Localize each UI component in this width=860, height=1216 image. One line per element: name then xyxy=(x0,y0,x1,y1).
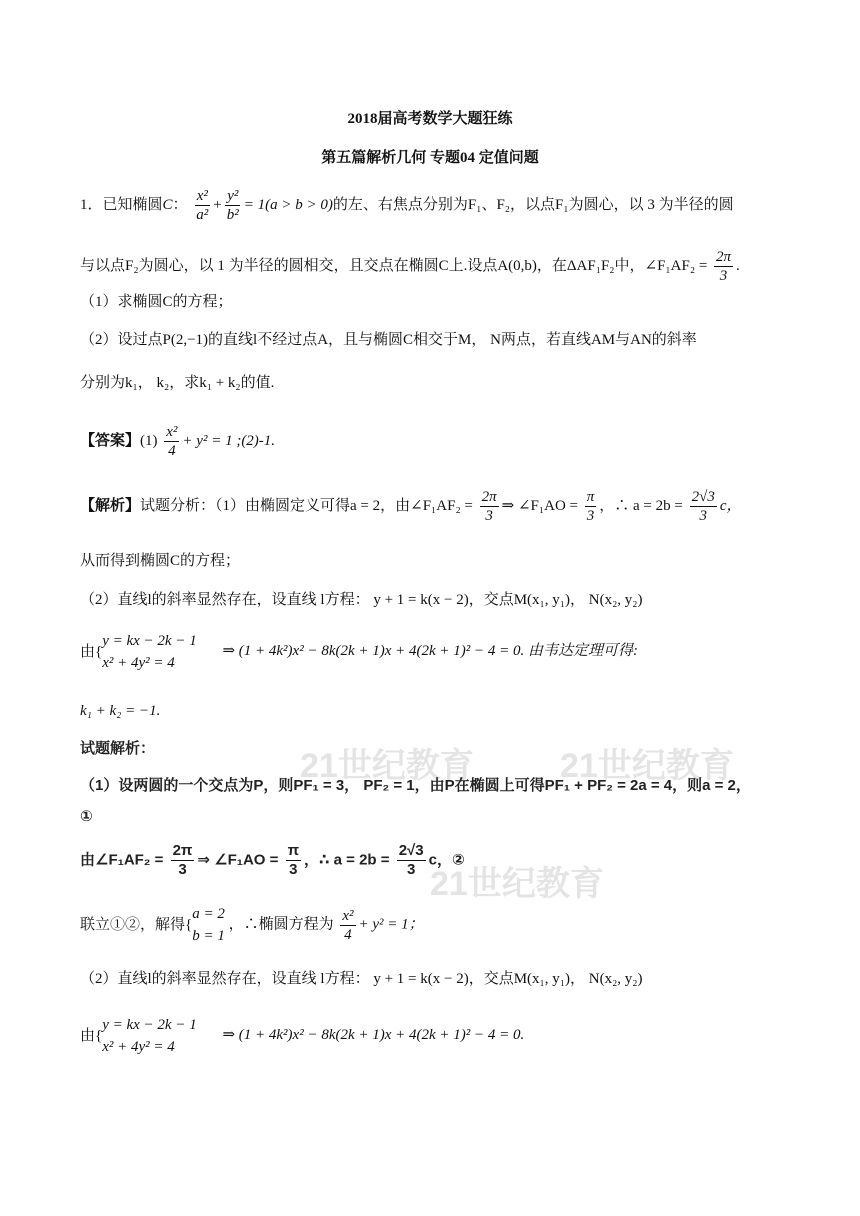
watermark-logo: 21世纪教育 xyxy=(430,865,604,903)
problem-text-1: 的左、右焦点分别为F₁、F₂，以点F₁为圆心，以 3 为半径的圆 xyxy=(332,196,734,213)
system-row-1: y = kx − 2k − 1 xyxy=(102,633,197,649)
solution-text-a: 由∠F₁AF₂ = xyxy=(80,851,164,869)
denominator: 3 xyxy=(178,861,187,878)
document-subtitle: 第五篇解析几何 专题04 定值问题 xyxy=(321,150,539,166)
fraction-pi-3 xyxy=(286,842,301,879)
watermark-logo: 21世纪教育 xyxy=(300,747,474,785)
system-brace: 由{ xyxy=(80,644,103,660)
answer-part-1: (1) xyxy=(140,432,158,449)
solution-text-c: + y² = 1； xyxy=(358,916,424,933)
solution-text-b: ，∴椭圆方程为 xyxy=(228,916,334,933)
numerator: y² xyxy=(227,188,239,204)
numerator: 2√3 xyxy=(691,489,715,505)
numerator: 2π xyxy=(481,489,497,505)
denominator: 3 xyxy=(485,508,493,524)
solution-line-2 xyxy=(80,842,465,879)
equation-system xyxy=(80,1014,197,1058)
fraction-2pi-3 xyxy=(171,842,195,879)
fraction-x2-a2 xyxy=(194,187,210,224)
fraction-y2-b2 xyxy=(225,187,241,224)
answer-label: 【答案】 xyxy=(80,432,141,449)
colon: ： xyxy=(172,196,188,213)
solution-line-1-mark: ① xyxy=(80,808,93,825)
system-rows xyxy=(102,1014,197,1058)
solution-system-line xyxy=(80,1014,524,1058)
problem-line-1 xyxy=(80,187,734,224)
system-result: ⇒ (1 + 4k²)x² − 8k(2k + 1)x + 4(2k + 1)² − 4 = 0. xyxy=(222,1027,525,1044)
denominator: 3 xyxy=(406,861,416,878)
system-row-1: a = 2 xyxy=(192,906,225,922)
analysis-label: 【解析】 xyxy=(80,497,141,514)
numerator: 2√3 xyxy=(398,842,424,859)
equation-system xyxy=(80,630,197,674)
equation-system xyxy=(80,903,225,947)
system-brace: 由{ xyxy=(80,1028,103,1044)
ellipse-name: C xyxy=(162,196,173,213)
analysis-text-d: c， xyxy=(719,497,742,514)
numerator: x² xyxy=(342,907,354,924)
denominator: 3 xyxy=(586,508,595,524)
system-row-1: y = kx − 2k − 1 xyxy=(102,1017,197,1033)
ellipse-condition: = 1(a > b > 0) xyxy=(243,196,333,213)
numerator: 2π xyxy=(172,842,193,859)
fraction-x2-4 xyxy=(340,907,355,944)
problem-prefix: 1．已知椭圆 xyxy=(80,196,163,213)
analysis-line-2: 从而得到椭圆C的方程； xyxy=(80,553,241,569)
answer-fraction xyxy=(164,423,179,460)
analysis-text-a: 试题分析：（1）由椭圆定义可得a = 2，由∠F₁AF₂ = xyxy=(140,497,473,514)
fraction-pi-3 xyxy=(585,488,597,525)
numerator: 2π xyxy=(716,249,732,265)
denominator: 4 xyxy=(344,926,352,943)
solution-line-4: （2）直线l的斜率显然存在，设直线 l方程： y + 1 = k(x − 2)，交点M(x₁, y₁)， N(x₂, y₂) xyxy=(80,971,643,987)
system-row-2: x² + 4y² = 4 xyxy=(102,1039,175,1055)
plus-sign: + xyxy=(213,196,222,213)
system-rows xyxy=(192,903,225,947)
fraction-2sqrt3-3 xyxy=(690,488,717,525)
fraction-2sqrt3-3 xyxy=(397,842,426,879)
question-1: （1）求椭圆C的方程； xyxy=(80,294,233,310)
solution-text-c: ，∴ a = 2b = xyxy=(304,851,390,869)
analysis-text-b: ⇒ ∠F₁AO = xyxy=(501,497,578,514)
document-title: 2018届高考数学大题狂练 xyxy=(347,111,513,127)
numerator: π xyxy=(287,842,300,859)
solution-text-d: c，② xyxy=(428,851,465,869)
analysis-line-5: k₁ + k₂ = −1. xyxy=(80,703,161,719)
system-row-2: b = 1 xyxy=(192,928,225,944)
denominator: 4 xyxy=(168,443,176,459)
fraction-2pi-3 xyxy=(714,248,733,285)
answer-line xyxy=(80,423,275,460)
system-result: ⇒ (1 + 4k²)x² − 8k(2k + 1)x + 4(2k + 1)² − 4 = 0. 由韦达定理可得: xyxy=(222,643,639,660)
analysis-system-line xyxy=(80,630,638,674)
numerator: x² xyxy=(196,188,208,204)
analysis-line-1 xyxy=(80,488,742,525)
fraction-2pi-3 xyxy=(480,488,499,525)
denominator: b² xyxy=(226,207,239,223)
numerator: π xyxy=(586,489,595,505)
system-rows xyxy=(102,630,197,674)
numerator: x² xyxy=(166,424,178,440)
analysis-line-3: （2）直线l的斜率显然存在，设直线 l方程： y + 1 = k(x − 2)，交点M(x₁, y₁)， N(x₂, y₂) xyxy=(80,592,643,608)
system-prefix: 联立①②，解得{ xyxy=(80,917,193,933)
analysis-text-c: ，∴ a = 2b = xyxy=(599,497,683,514)
system-row-2: x² + 4y² = 4 xyxy=(102,655,175,671)
solution-line-1: （1）设两圆的一个交点为P，则PF₁ = 3， PF₂ = 1，由P在椭圆上可得PF₁ + PF₂ = 2a = 4，则a = 2， xyxy=(80,777,751,794)
problem-line-2 xyxy=(80,248,740,285)
denominator: 3 xyxy=(289,861,298,878)
watermark-logo: 21世纪教育 xyxy=(560,747,734,785)
problem-text-2: 与以点F₂为圆心，以 1 为半径的圆相交，且交点在椭圆C上.设点A(0,b)，在ΔAF₁F₂中，∠F₁AF₂ = xyxy=(80,257,708,274)
period: . xyxy=(736,257,740,274)
question-2-line-1: （2）设过点P(2,−1)的直线l不经过点A，且与椭圆C相交于M， N两点，若直线AM与AN的斜率 xyxy=(80,332,697,348)
answer-rest: + y² = 1 ;(2)-1. xyxy=(182,432,276,449)
solution-line-3 xyxy=(80,903,424,947)
denominator: 3 xyxy=(699,508,707,524)
solution-text-b: ⇒ ∠F₁AO = xyxy=(197,851,279,869)
question-2-line-2: 分别为k₁， k₂，求k₁ + k₂的值. xyxy=(80,375,275,391)
denominator: a² xyxy=(196,207,209,223)
denominator: 3 xyxy=(719,268,728,284)
solution-heading: 试题解析： xyxy=(80,740,156,757)
